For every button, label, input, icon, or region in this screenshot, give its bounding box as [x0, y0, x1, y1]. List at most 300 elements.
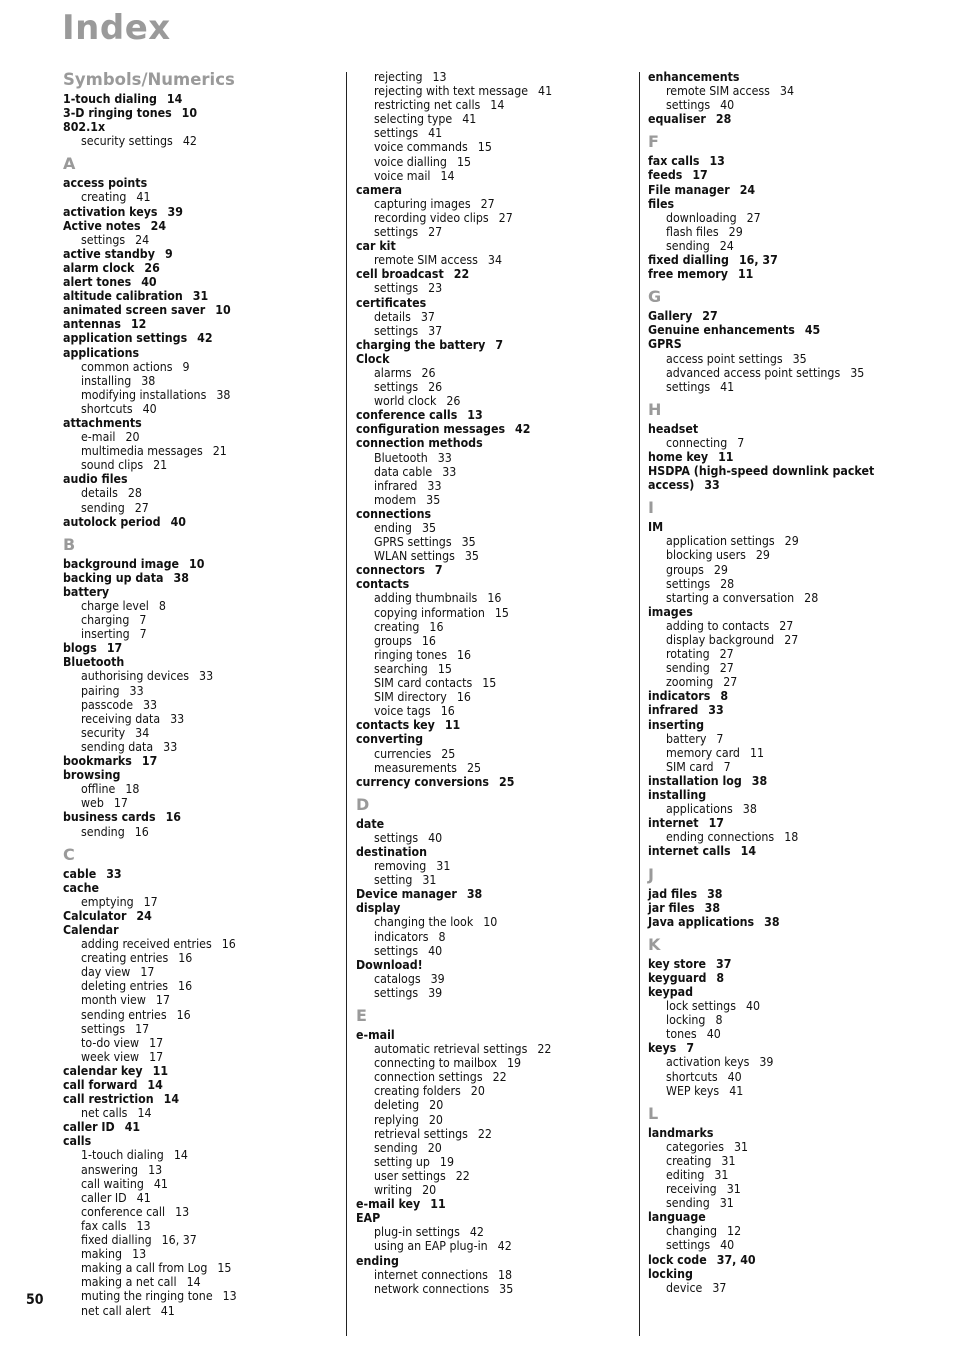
- subentry-term: rejecting with text message: [374, 84, 529, 99]
- section-letter-heading: Symbols/Numerics: [63, 70, 235, 89]
- index-entry: [63, 303, 343, 317]
- entry-term: e-mail: [356, 1028, 395, 1042]
- entry-term: animated screen saver: [63, 303, 206, 318]
- page-reference: 37: [428, 323, 443, 338]
- page-reference: 27: [134, 500, 149, 515]
- subentry-term: automatic retrieval settings: [374, 1042, 528, 1057]
- page-reference: 39: [428, 985, 443, 1000]
- index-subentry: [648, 1196, 928, 1210]
- subentry-term: sending entries: [81, 1007, 167, 1022]
- index-subentry: [648, 436, 928, 450]
- page-reference: 31: [436, 859, 451, 874]
- index-subentry: [63, 1036, 343, 1050]
- subentry-term: ringing tones: [374, 647, 447, 662]
- page-reference: 22: [537, 1042, 552, 1057]
- entry-term: infrared: [648, 703, 699, 718]
- page-reference: 16: [176, 1007, 191, 1022]
- index-subentry: [648, 1013, 928, 1027]
- index-subentry: [648, 211, 928, 225]
- subentry-term: network connections: [374, 1281, 490, 1296]
- index-subentry: [648, 534, 928, 548]
- page-reference: 8: [716, 970, 725, 985]
- index-subentry: [356, 1169, 636, 1183]
- page-reference: 27: [723, 675, 738, 690]
- entry-term: conference calls: [356, 408, 458, 423]
- subentry-term: to-do view: [81, 1035, 140, 1050]
- index-entry: [648, 183, 928, 197]
- page-reference: 26: [428, 380, 443, 395]
- subentry-term: receiving: [666, 1182, 717, 1197]
- subentry-term: settings: [374, 225, 419, 240]
- index-subentry: [356, 1282, 636, 1296]
- index-entry: [648, 605, 928, 619]
- page-reference: 8: [158, 599, 166, 613]
- subentry-term: settings: [374, 323, 419, 338]
- index-entry: [356, 1197, 636, 1211]
- page-reference: 27: [480, 196, 495, 211]
- index-entry: [356, 422, 636, 436]
- subentry-term: details: [374, 309, 411, 324]
- section-letter-heading: I: [648, 498, 654, 518]
- index-entry: [648, 1253, 928, 1267]
- page-reference: 35: [464, 549, 479, 564]
- entry-term: ending: [356, 1253, 399, 1268]
- index-subentry: [648, 1140, 928, 1154]
- subentry-term: net calls: [81, 1106, 128, 1121]
- index-subentry: [356, 1056, 636, 1070]
- section-letter-heading: L: [648, 1103, 659, 1123]
- index-subentry: [648, 1084, 928, 1098]
- index-subentry: [63, 458, 343, 472]
- page-reference: 29: [755, 548, 770, 563]
- entry-term: keypad: [648, 984, 694, 999]
- subentry-term: settings: [666, 576, 711, 591]
- index-subentry: [356, 366, 636, 380]
- index-subentry: [63, 1008, 343, 1022]
- index-subentry: [63, 1106, 343, 1120]
- subentry-term: SIM directory: [374, 690, 447, 705]
- index-subentry: [63, 444, 343, 458]
- index-entry: [648, 718, 928, 732]
- index-subentry: [356, 690, 636, 704]
- page-reference: 13: [222, 1289, 237, 1304]
- entry-term: Active notes: [63, 218, 141, 233]
- page-reference: 24: [719, 238, 734, 253]
- index-subentry: [648, 732, 928, 746]
- index-entry: [63, 176, 343, 190]
- page-reference: 15: [456, 154, 472, 169]
- index-entry: [648, 309, 928, 323]
- page-reference: 9: [182, 359, 190, 374]
- subentry-term: sending data: [81, 739, 154, 754]
- index-subentry: [356, 915, 636, 929]
- subentry-term: flash files: [666, 224, 719, 239]
- page-reference: 40: [727, 1069, 742, 1084]
- page-reference: 11: [444, 718, 461, 733]
- index-subentry: [63, 1275, 343, 1289]
- page-reference: 41: [160, 1303, 175, 1318]
- index-entry: [63, 106, 343, 120]
- subentry-term: voice tags: [374, 704, 431, 719]
- page-reference: 18: [497, 1267, 513, 1282]
- index-subentry: [648, 239, 928, 253]
- page-reference: 27: [719, 647, 734, 662]
- index-entry: [648, 520, 928, 534]
- page-reference: 33: [704, 478, 720, 493]
- entry-term: free memory: [648, 267, 728, 282]
- index-entry: [63, 205, 343, 219]
- subentry-term: starting a conversation: [666, 590, 795, 605]
- page-reference: 41: [729, 1083, 744, 1098]
- index-subentry: [648, 1224, 928, 1238]
- subentry-term: recording video clips: [374, 210, 489, 225]
- page-reference: 22: [492, 1070, 507, 1085]
- entry-term: headset: [648, 421, 699, 436]
- index-subentry: [648, 830, 928, 844]
- subentry-term: device: [666, 1280, 703, 1295]
- subentry-term: voice dialling: [374, 154, 447, 169]
- page-reference: 7: [723, 759, 731, 774]
- subentry-term: charging: [81, 613, 130, 628]
- index-entry: [63, 641, 343, 655]
- subentry-term: world clock: [374, 394, 437, 409]
- page-reference: 31: [719, 1196, 734, 1211]
- subentry-term: WLAN settings: [374, 549, 455, 564]
- subentry-term: settings: [374, 943, 419, 958]
- subentry-term: authorising devices: [81, 669, 190, 684]
- subentry-term: charge level: [81, 599, 149, 613]
- subentry-term: measurements: [374, 760, 457, 775]
- index-entry: [648, 337, 928, 351]
- entry-term: cable: [63, 866, 97, 881]
- subentry-term: SIM card contacts: [374, 676, 473, 691]
- page-reference: 19: [439, 1154, 454, 1169]
- entry-term: language: [648, 1210, 706, 1225]
- index-subentry: [356, 197, 636, 211]
- page-reference: 16: [178, 979, 193, 994]
- subentry-term: creating: [666, 1153, 712, 1168]
- page-reference: 7: [139, 627, 147, 642]
- entry-term: car kit: [356, 239, 396, 254]
- page-reference: 20: [125, 430, 140, 445]
- page-reference: 16: [221, 937, 236, 952]
- subentry-term: voice commands: [374, 140, 468, 155]
- index-subentry: [648, 1027, 928, 1041]
- subentry-term: remote SIM access: [374, 253, 478, 268]
- page-reference: 16: [440, 704, 455, 719]
- page-reference: 19: [507, 1056, 522, 1071]
- index-entry: [648, 1126, 928, 1140]
- index-subentry: [63, 627, 343, 641]
- page-reference: 38: [704, 900, 721, 915]
- page-reference: 35: [421, 521, 437, 535]
- section-letter-heading: C: [63, 844, 75, 864]
- subentry-term: receiving data: [81, 711, 161, 726]
- index-subentry: [63, 430, 343, 444]
- index-subentry: [648, 563, 928, 577]
- page-reference: 13: [709, 154, 725, 169]
- page-reference: 35: [461, 535, 476, 550]
- subentry-term: applications: [666, 802, 733, 817]
- subentry-term: selecting type: [374, 112, 453, 127]
- index-subentry: [63, 669, 343, 683]
- page-reference: 31: [192, 289, 209, 304]
- subentry-term: removing: [374, 859, 427, 874]
- page-reference: 28: [720, 576, 735, 591]
- subentry-term: groups: [666, 562, 704, 577]
- index-subentry: [356, 493, 636, 507]
- page-reference: 16: [487, 591, 502, 606]
- page-reference: 13: [467, 408, 483, 423]
- entry-term: destination: [356, 844, 427, 859]
- entry-term: cache: [63, 880, 99, 895]
- index-entry: [648, 197, 928, 211]
- index-subentry: [648, 225, 928, 239]
- page-reference: 35: [426, 492, 441, 507]
- entry-term: fax calls: [648, 154, 700, 169]
- entry-term: connectors: [356, 563, 425, 578]
- subentry-term: fixed dialling: [81, 1233, 152, 1248]
- index-subentry: [63, 1261, 343, 1275]
- entry-term: jar files: [648, 900, 695, 915]
- page-reference: 11: [749, 745, 765, 760]
- index-subentry: [648, 661, 928, 675]
- page-reference: 15: [477, 140, 492, 155]
- subentry-term: changing: [666, 1224, 718, 1239]
- page-reference: 27: [779, 618, 794, 633]
- page-reference: 23: [428, 281, 443, 296]
- subentry-term: common actions: [81, 359, 173, 374]
- index-subentry: [356, 211, 636, 225]
- index-subentry: [356, 1084, 636, 1098]
- index-subentry: [63, 501, 343, 515]
- index-subentry: [356, 169, 636, 183]
- index-column-1: [63, 70, 343, 1318]
- subentry-term: writing: [374, 1183, 413, 1198]
- page-reference: 9: [164, 246, 173, 261]
- index-subentry: [356, 1239, 636, 1253]
- page-reference: 14: [740, 844, 757, 859]
- index-subentry: [356, 140, 636, 154]
- entry-term: GPRS: [648, 337, 682, 352]
- page-reference: 33: [143, 697, 158, 712]
- page-reference: 41: [136, 1190, 151, 1205]
- subentry-term: settings: [666, 1238, 711, 1253]
- page-reference: 37, 40: [716, 1252, 756, 1267]
- entry-term: certificates: [356, 295, 427, 310]
- index-subentry: [63, 1191, 343, 1205]
- subentry-term: details: [81, 486, 118, 501]
- page-reference: 40: [142, 401, 157, 416]
- index-subentry: [356, 606, 636, 620]
- page-reference: 41: [124, 1120, 141, 1135]
- entry-term: connections: [356, 506, 432, 521]
- page-reference: 38: [742, 802, 757, 817]
- index-subentry: [63, 613, 343, 627]
- index-entry: [356, 817, 636, 831]
- subentry-term: settings: [81, 232, 126, 247]
- page-reference: 42: [515, 422, 531, 437]
- page-reference: 7: [495, 337, 504, 352]
- page-reference: 26: [446, 394, 461, 409]
- index-entry: [648, 816, 928, 830]
- page-reference: 27: [784, 633, 799, 647]
- page-reference: 27: [746, 210, 761, 225]
- index-subentry: [356, 1155, 636, 1169]
- index-entry: [648, 703, 928, 717]
- entry-term: business cards: [63, 810, 156, 825]
- entry-term: feeds: [648, 168, 683, 183]
- page-reference: 13: [148, 1162, 163, 1177]
- page-reference: 35: [499, 1281, 514, 1296]
- index-entry: [356, 436, 636, 450]
- subentry-term: plug-in settings: [374, 1225, 460, 1240]
- index-subentry: [356, 98, 636, 112]
- subentry-term: settings: [666, 379, 711, 394]
- entry-term: configuration messages: [356, 422, 506, 437]
- page-reference: 17: [140, 965, 155, 980]
- subentry-term: searching: [374, 661, 428, 676]
- index-subentry: [356, 1225, 636, 1239]
- subentry-term: access point settings: [666, 351, 783, 366]
- index-subentry: [356, 451, 636, 465]
- index-subentry: [356, 324, 636, 338]
- page-reference: 16, 37: [161, 1233, 197, 1248]
- index-entry: [648, 774, 928, 788]
- page-reference: 40: [706, 1027, 721, 1042]
- page-reference: 29: [728, 224, 743, 239]
- page-reference: 11: [152, 1063, 169, 1078]
- page-reference: 14: [137, 1106, 152, 1121]
- page-reference: 31: [714, 1168, 729, 1182]
- subentry-term: shortcuts: [81, 401, 133, 416]
- index-entry: [356, 718, 636, 732]
- subentry-term: GPRS settings: [374, 535, 452, 550]
- subentry-term: pairing: [81, 683, 120, 698]
- index-subentry: [356, 155, 636, 169]
- section-letter-heading: J: [648, 864, 654, 884]
- entry-term: connection methods: [356, 436, 483, 451]
- page-reference: 7: [686, 1041, 695, 1056]
- subentry-term: remote SIM access: [666, 84, 770, 99]
- page-reference: 13: [432, 70, 447, 84]
- subentry-term: groups: [374, 633, 412, 648]
- index-subentry: [63, 979, 343, 993]
- page-reference: 15: [494, 605, 509, 620]
- entry-term: locking: [648, 1266, 693, 1281]
- index-subentry: [356, 676, 636, 690]
- subentry-term: answering: [81, 1162, 139, 1177]
- entry-term: indicators: [648, 689, 711, 704]
- index-subentry: [648, 1154, 928, 1168]
- subentry-term: copying information: [374, 605, 485, 620]
- page-reference: 38: [466, 887, 483, 902]
- entry-term: cell broadcast: [356, 267, 444, 282]
- entry-term: calendar key: [63, 1063, 143, 1078]
- subentry-term: downloading: [666, 210, 737, 225]
- index-subentry: [63, 698, 343, 712]
- entry-term: Clock: [356, 351, 390, 366]
- index-subentry: [63, 1289, 343, 1303]
- entry-term: application settings: [63, 331, 188, 346]
- page-reference: 37: [716, 956, 732, 971]
- entry-term: internet: [648, 816, 699, 831]
- index-entry: [63, 810, 343, 824]
- page-reference: 42: [197, 331, 213, 346]
- subentry-term: alarms: [374, 365, 412, 380]
- subentry-term: shortcuts: [666, 1069, 718, 1084]
- page-reference: 16: [429, 619, 444, 634]
- index-subentry: [356, 1268, 636, 1282]
- page-reference: 40: [141, 275, 157, 290]
- entry-term: 1-touch dialing: [63, 92, 157, 106]
- subentry-term: currencies: [374, 746, 432, 761]
- entry-term: EAP: [356, 1211, 381, 1226]
- subentry-term: voice mail: [374, 168, 431, 183]
- page-reference: 38: [173, 570, 189, 585]
- index-subentry: [63, 1022, 343, 1036]
- subentry-term: settings: [374, 126, 419, 141]
- index-subentry: [356, 70, 636, 84]
- index-subentry: [356, 1113, 636, 1127]
- index-subentry: [63, 1205, 343, 1219]
- entry-term: HSDPA (high-speed downlink packet access): [648, 464, 875, 493]
- index-subentry: [356, 281, 636, 295]
- page-reference: 31: [422, 873, 437, 888]
- index-entry: [356, 267, 636, 281]
- index-subentry: [63, 388, 343, 402]
- subentry-term: activation keys: [666, 1055, 750, 1070]
- index-subentry: [63, 712, 343, 726]
- index-entry: [648, 450, 928, 464]
- index-entry: [356, 958, 636, 972]
- page-reference: 40: [720, 98, 735, 113]
- page-reference: 34: [779, 84, 794, 99]
- index-column-2: [356, 70, 636, 1296]
- page-reference: 42: [497, 1239, 512, 1254]
- index-column-3: [648, 70, 928, 1295]
- index-subentry: [63, 599, 343, 613]
- index-subentry: [356, 972, 636, 986]
- subentry-term: modifying installations: [81, 387, 207, 402]
- subentry-term: creating folders: [374, 1084, 461, 1099]
- index-subentry: [356, 465, 636, 479]
- subentry-term: conference call: [81, 1204, 166, 1219]
- page-reference: 17: [149, 1049, 164, 1064]
- entry-term: battery: [63, 584, 110, 599]
- page-reference: 24: [135, 232, 150, 247]
- subentry-term: SIM card: [666, 759, 714, 774]
- page-reference: 17: [155, 993, 170, 1008]
- subentry-term: making a net call: [81, 1275, 177, 1290]
- page-reference: 24: [136, 908, 152, 923]
- entry-term: IM: [648, 520, 664, 535]
- subentry-term: replying: [374, 1112, 419, 1127]
- index-entry: [63, 346, 343, 360]
- index-subentry: [356, 310, 636, 324]
- section-letter-heading: G: [648, 287, 662, 307]
- page-reference: 15: [217, 1261, 232, 1276]
- section-letter-heading: E: [356, 1006, 367, 1025]
- index-subentry: [356, 126, 636, 140]
- index-subentry: [63, 486, 343, 500]
- subentry-term: net call alert: [81, 1303, 151, 1318]
- index-subentry: [356, 253, 636, 267]
- page-reference: 35: [792, 351, 807, 366]
- index-entry: [63, 867, 343, 881]
- index-entry: [63, 275, 343, 289]
- page-reference: 14: [173, 1148, 188, 1163]
